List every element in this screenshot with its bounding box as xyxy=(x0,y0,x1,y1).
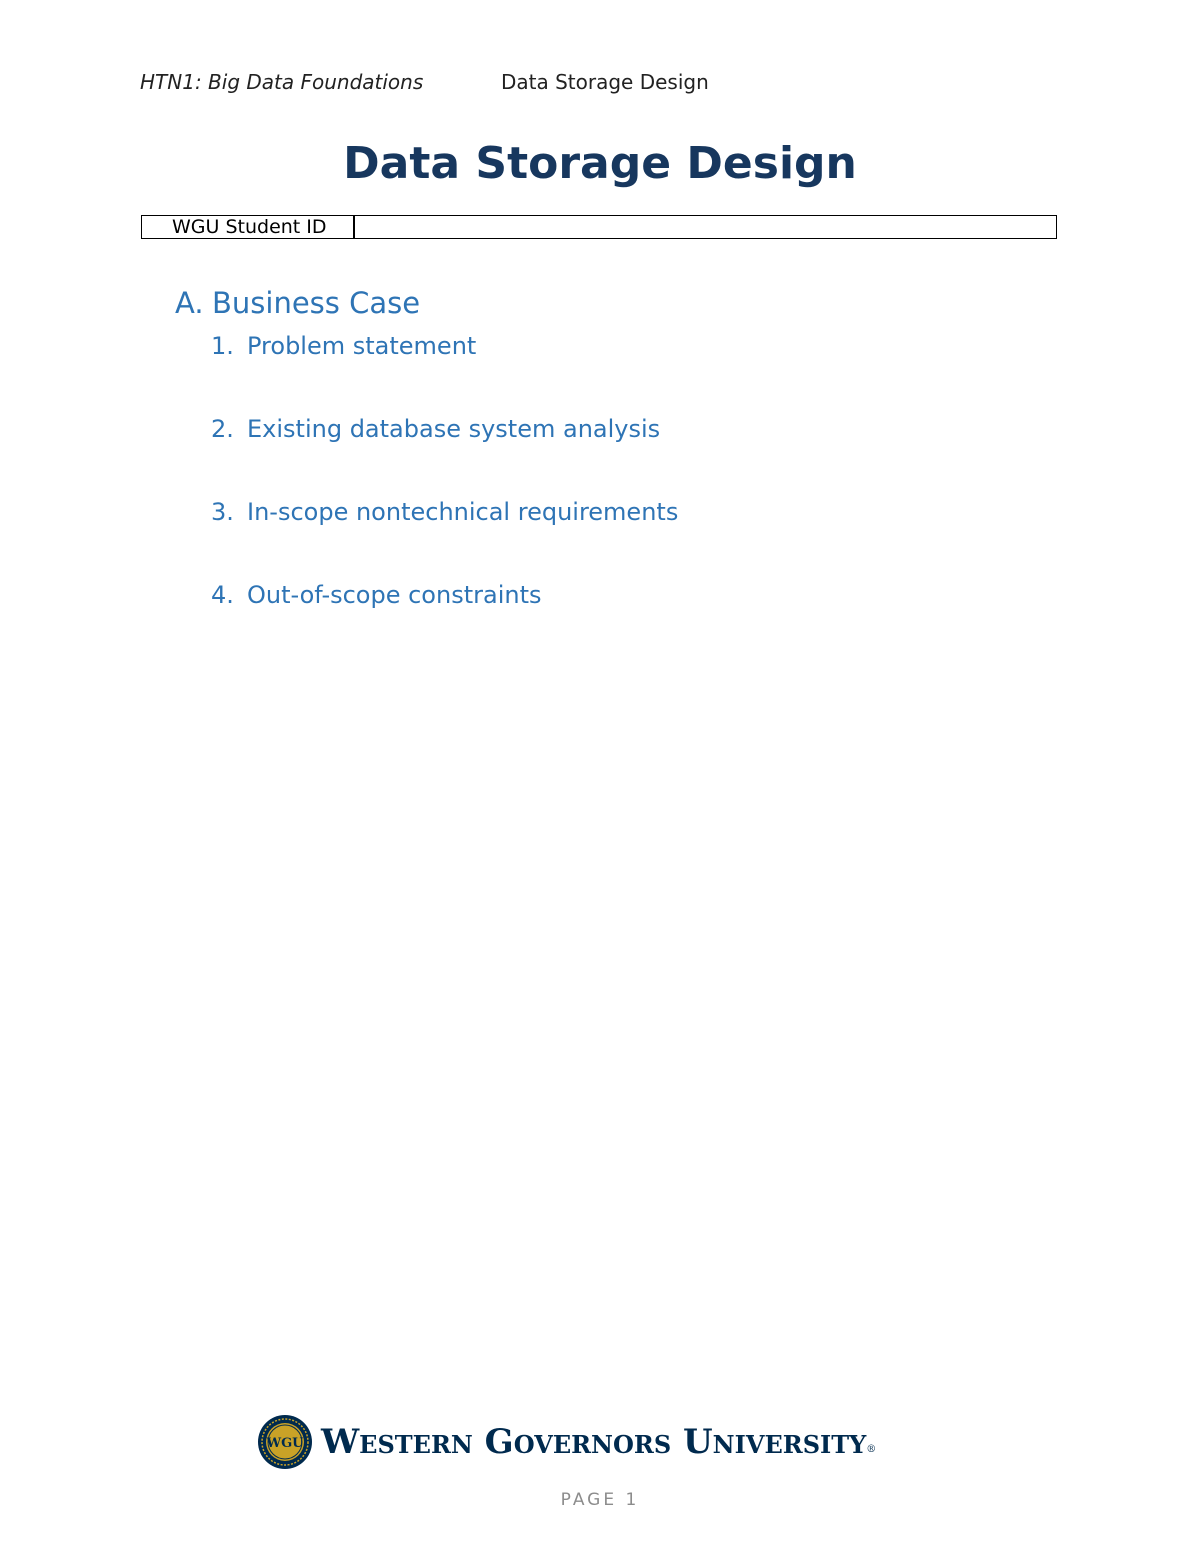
list-item-existing-database xyxy=(211,415,660,443)
list-item-out-of-scope-constraints xyxy=(211,581,541,609)
list-item-number: 2. xyxy=(211,415,234,443)
page-header xyxy=(140,70,1060,98)
document-title: Data Storage Design xyxy=(343,138,857,189)
student-id-field[interactable] xyxy=(355,216,1056,238)
list-item-text: Out-of-scope constraints xyxy=(247,581,542,609)
list-item-problem-statement xyxy=(211,332,476,360)
list-item-text: Existing database system analysis xyxy=(247,415,661,443)
student-id-label: WGU Student ID xyxy=(142,216,355,238)
logo-wordmark-text: Western Governors University xyxy=(321,1422,867,1462)
section-marker: A. xyxy=(175,286,204,320)
seal-lettering: WGU xyxy=(266,1436,304,1451)
page-number: PAGE 1 xyxy=(560,1490,640,1510)
list-item-text: Problem statement xyxy=(247,332,477,360)
wgu-seal-icon xyxy=(257,1414,313,1470)
trademark-symbol: ® xyxy=(866,1444,877,1455)
student-id-table xyxy=(141,215,1057,239)
section-heading-text: Business Case xyxy=(212,286,421,320)
header-document-title: Data Storage Design xyxy=(501,70,709,94)
logo-wordmark xyxy=(321,1422,876,1462)
list-item-text: In-scope nontechnical requirements xyxy=(247,498,679,526)
header-course: HTN1: Big Data Foundations xyxy=(140,70,424,94)
list-item-number: 1. xyxy=(211,332,234,360)
list-item-number: 4. xyxy=(211,581,234,609)
list-item-in-scope-requirements xyxy=(211,498,678,526)
wgu-logo xyxy=(257,1412,917,1472)
section-heading-business-case xyxy=(175,286,420,320)
list-item-number: 3. xyxy=(211,498,234,526)
